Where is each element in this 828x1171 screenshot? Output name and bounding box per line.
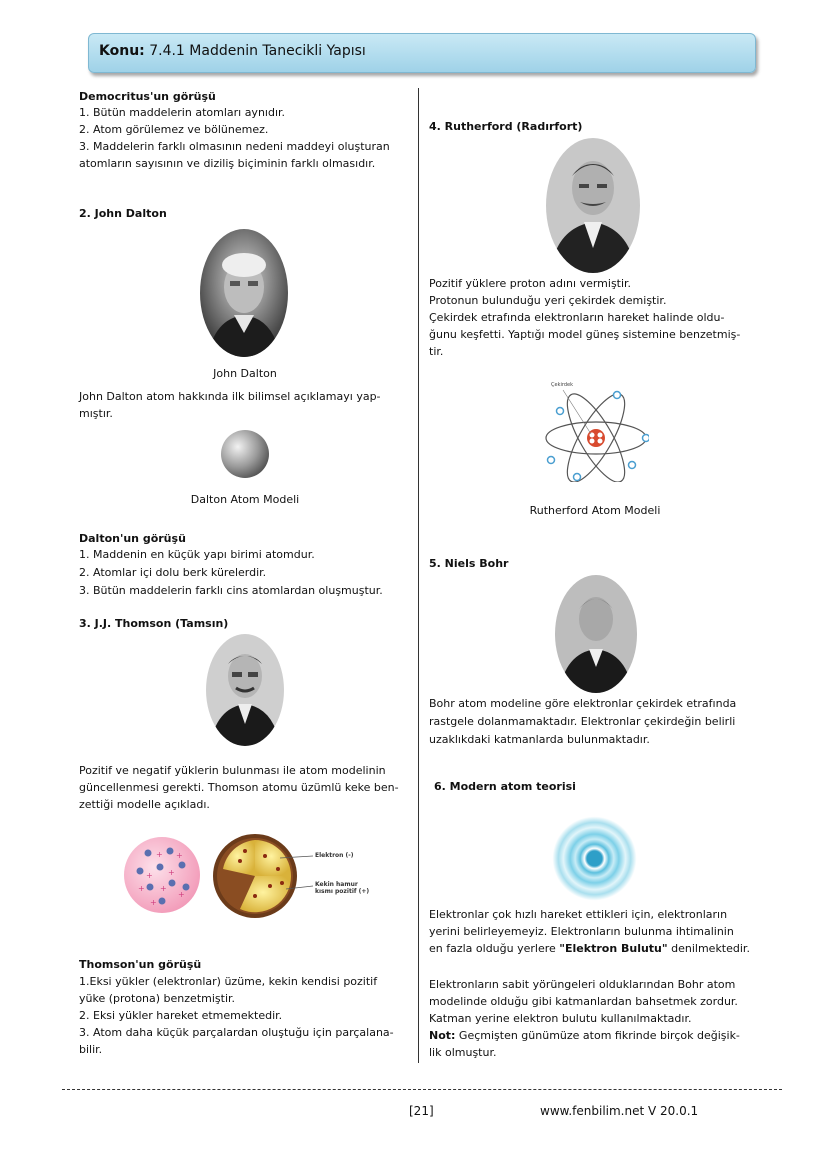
topic-label: Konu: xyxy=(99,43,145,59)
dalton-view-3: 3. Bütün maddelerin farklı cins atomlardan oluşmuştur. xyxy=(79,584,383,597)
dalton-text-2: mıştır. xyxy=(79,407,113,420)
modern-p2-line1: Elektronların sabit yörüngeleri olduklarından Bohr atom xyxy=(429,978,736,991)
svg-text:+: + xyxy=(156,850,163,859)
thomson-view-1: 1.Eksi yükler (elektronlar) üzüme, kekin kendisi pozitif xyxy=(79,975,378,988)
democritus-item-1: 1. Bütün maddelerin atomları aynıdır. xyxy=(79,106,286,119)
modern-heading: 6. Modern atom teorisi xyxy=(434,780,576,793)
democritus-heading: Democritus'un görüşü xyxy=(79,90,216,103)
thomson-dough-label-1: Kekin hamur xyxy=(315,881,358,888)
thomson-view-2: 2. Eksi yükler hareket etmemektedir. xyxy=(79,1009,283,1022)
dalton-model-caption: Dalton Atom Modeli xyxy=(190,493,300,506)
democritus-item-3-cont: atomların sayısının ve diziliş biçiminin farklı olmasıdır. xyxy=(79,157,376,170)
dalton-caption: John Dalton xyxy=(213,367,277,380)
modern-p1-line2: yerini belirleyemeyiz. Elektronların bulunma ihtimalinin xyxy=(429,925,734,938)
thomson-view-3: 3. Atom daha küçük parçalardan oluştuğu için parçalana- xyxy=(79,1026,394,1039)
rutherford-nucleus-label: Çekirdek xyxy=(551,382,573,388)
bohr-text-2: rastgele dolanmamaktadır. Elektronlar çekirdeğin belirli xyxy=(429,715,736,728)
svg-text:+: + xyxy=(178,890,185,899)
svg-text:+: + xyxy=(160,884,167,893)
thomson-view-1-cont: yüke (protona) benzetmiştir. xyxy=(79,992,236,1005)
thomson-text-2: güncellenmesi gerekti. Thomson atomu üzümlü keke ben- xyxy=(79,781,399,794)
rutherford-model-caption: Rutherford Atom Modeli xyxy=(529,504,661,517)
column-divider xyxy=(418,88,419,1063)
svg-text:+: + xyxy=(150,898,157,907)
dalton-view-2: 2. Atomlar içi dolu berk kürelerdir. xyxy=(79,566,267,579)
thomson-model-diagram xyxy=(120,831,380,925)
democritus-item-3: 3. Maddelerin farklı olmasının nedeni maddeyi oluşturan xyxy=(79,140,390,153)
note-line1: Not: Geçmişten günümüze atom fikrinde birçok değişik- xyxy=(429,1029,740,1042)
svg-text:+: + xyxy=(138,884,145,893)
dalton-sphere-model xyxy=(219,428,271,484)
rutherford-text-5: tir. xyxy=(429,345,444,358)
rutherford-text-1: Pozitif yüklere proton adını vermiştir. xyxy=(429,277,632,290)
topic-header xyxy=(88,33,756,73)
rutherford-heading: 4. Rutherford (Radırfort) xyxy=(429,120,583,133)
modern-p2-line3: Katman yerine elektron bulutu kullanılmaktadır. xyxy=(429,1012,692,1025)
dalton-view-1: 1. Maddenin en küçük yapı birimi atomdur. xyxy=(79,548,315,561)
modern-p1-line1: Elektronlar çok hızlı hareket ettikleri için, elektronların xyxy=(429,908,728,921)
svg-text:+: + xyxy=(146,871,153,880)
bohr-portrait xyxy=(555,575,637,693)
thomson-view-heading: Thomson'un görüşü xyxy=(79,958,202,971)
bohr-text-3: uzaklıkdaki katmanlarda bulunmaktadır. xyxy=(429,733,650,746)
rutherford-atom-diagram xyxy=(543,382,649,486)
footer-divider xyxy=(62,1089,782,1090)
electron-cloud-image xyxy=(551,815,638,902)
rutherford-text-4: ğunu keşfetti. Yaptığı model güneş sistemine benzetmiş- xyxy=(429,328,741,341)
bohr-text-1: Bohr atom modeline göre elektronlar çekirdek etrafında xyxy=(429,697,737,710)
site-version: www.fenbilim.net V 20.0.1 xyxy=(540,1104,699,1118)
svg-text:+: + xyxy=(168,868,175,877)
svg-text:+: + xyxy=(176,851,183,860)
dalton-view-heading: Dalton'un görüşü xyxy=(79,532,186,545)
note-line2: lik olmuştur. xyxy=(429,1046,497,1059)
thomson-view-3-cont: bilir. xyxy=(79,1043,103,1056)
thomson-portrait xyxy=(206,634,284,746)
dalton-text-1: John Dalton atom hakkında ilk bilimsel açıklamayı yap- xyxy=(79,390,381,403)
bohr-heading: 5. Niels Bohr xyxy=(429,557,509,570)
modern-p2-line2: modelinde olduğu gibi katmanlardan bahsetmek zordur. xyxy=(429,995,738,1008)
thomson-dough-label-2: kısmı pozitif (+) xyxy=(315,888,370,895)
dalton-heading: 2. John Dalton xyxy=(79,207,167,220)
dalton-portrait xyxy=(200,229,288,357)
note-label: Not: xyxy=(429,1029,456,1042)
rutherford-portrait xyxy=(546,138,640,273)
rutherford-text-2: Protonun bulunduğu yeri çekirdek demiştir. xyxy=(429,294,667,307)
thomson-heading: 3. J.J. Thomson (Tamsın) xyxy=(79,617,229,630)
electron-cloud-term: "Elektron Bulutu" xyxy=(559,942,668,955)
democritus-item-2: 2. Atom görülemez ve bölünemez. xyxy=(79,123,269,136)
thomson-text-1: Pozitif ve negatif yüklerin bulunması ile atom modelinin xyxy=(79,764,386,777)
thomson-electron-label: Elektron (-) xyxy=(315,852,354,859)
modern-p1-line3: en fazla olduğu yerlere "Elektron Bulutu" denilmektedir. xyxy=(429,942,750,955)
thomson-text-3: zettiği modelle açıkladı. xyxy=(79,798,210,811)
page-number: [21] xyxy=(409,1104,434,1118)
topic-title: 7.4.1 Maddenin Tanecikli Yapısı xyxy=(149,43,366,59)
rutherford-text-3: Çekirdek etrafında elektronların hareket halinde oldu- xyxy=(429,311,725,324)
